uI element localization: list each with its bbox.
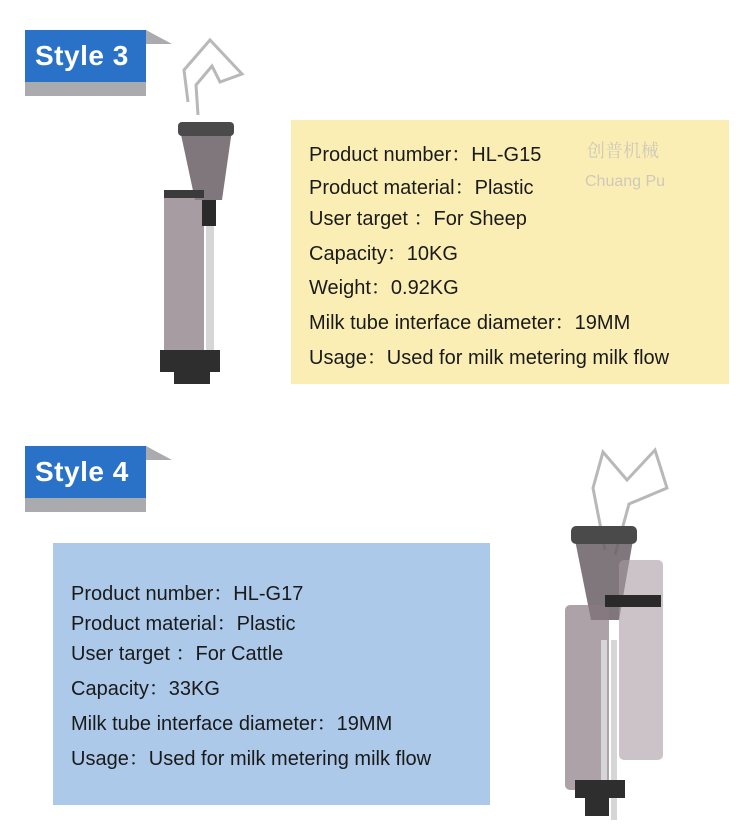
spec-weight: Weight：0.92KG xyxy=(309,277,459,299)
style-4-label: Style 4 xyxy=(35,456,129,487)
style-3-tag xyxy=(25,30,146,96)
watermark-english: Chuang Pu xyxy=(585,173,666,190)
style-3-spec-panel xyxy=(291,120,729,384)
spec-usage: Usage：Used for milk metering milk flow xyxy=(309,347,670,369)
spec-capacity: Capacity：33KG xyxy=(71,678,220,700)
spec-tube-diameter: Milk tube interface diameter：19MM xyxy=(71,713,393,735)
spec-capacity: Capacity：10KG xyxy=(309,243,458,265)
spec-product-number: Product number：HL-G15 xyxy=(309,144,542,166)
spec-product-number: Product number：HL-G17 xyxy=(71,583,304,605)
watermark-chinese: 创普机械 xyxy=(587,141,659,161)
style-3-label: Style 3 xyxy=(35,40,129,71)
spec-product-material: Product material：Plastic xyxy=(71,613,296,635)
spec-product-material: Product material：Plastic xyxy=(309,177,534,199)
spec-user-target: User target ：For Sheep xyxy=(309,208,527,230)
spec-usage: Usage：Used for milk metering milk flow xyxy=(71,748,432,770)
milk-meter-sheep-image xyxy=(150,30,250,390)
style-4-spec-panel xyxy=(53,543,490,805)
spec-tube-diameter: Milk tube interface diameter：19MM xyxy=(309,312,631,334)
milk-meter-cattle-image xyxy=(545,440,685,825)
style-4-tag xyxy=(25,446,146,512)
spec-user-target: User target ：For Cattle xyxy=(71,643,284,665)
